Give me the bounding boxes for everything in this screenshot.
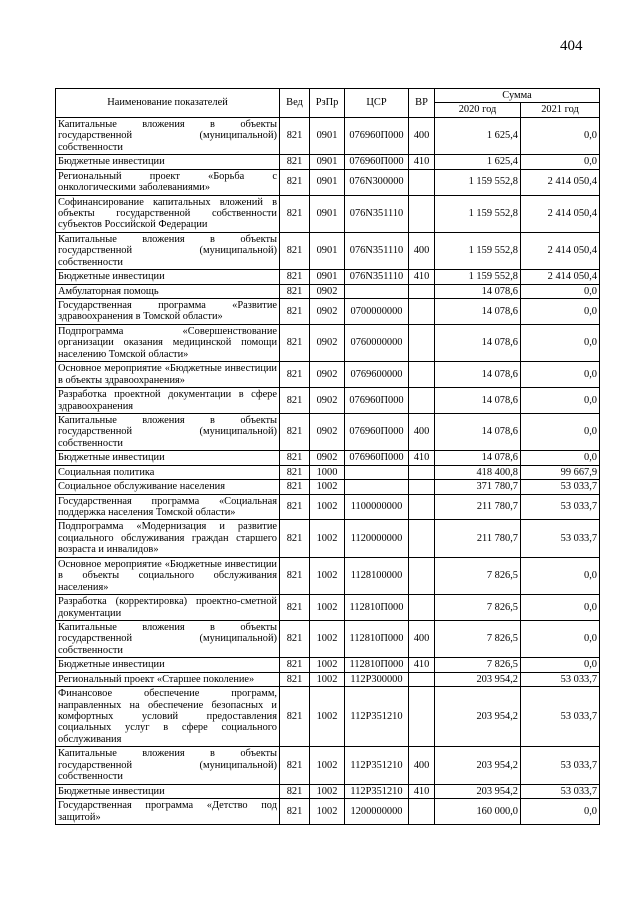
cell-name: Социальная политика [56, 465, 280, 479]
cell-rzpr: 1002 [310, 687, 345, 747]
cell-name: Капитальные вложения в объекты государственной (муниципальной) собственности [56, 232, 280, 269]
table-row [56, 362, 600, 388]
cell-sum-2021: 2 414 050,4 [521, 270, 600, 284]
cell-csr: 076960П000 [345, 117, 409, 154]
cell-rzpr: 0901 [310, 195, 345, 232]
cell-sum-2020: 14 078,6 [435, 324, 521, 361]
cell-rzpr: 1002 [310, 620, 345, 657]
cell-rzpr: 0902 [310, 451, 345, 465]
cell-name: Капитальные вложения в объекты государственной (муниципальной) собственности [56, 747, 280, 784]
cell-vr [409, 520, 435, 557]
table-row [56, 465, 600, 479]
cell-csr [345, 465, 409, 479]
header-vr: ВР [409, 89, 435, 118]
cell-sum-2021: 53 033,7 [521, 480, 600, 494]
cell-ved: 821 [280, 284, 310, 298]
cell-ved: 821 [280, 388, 310, 414]
cell-rzpr: 1002 [310, 494, 345, 520]
cell-name: Бюджетные инвестиции [56, 155, 280, 169]
cell-vr: 400 [409, 232, 435, 269]
cell-ved: 821 [280, 557, 310, 594]
cell-csr: 0700000000 [345, 299, 409, 325]
cell-sum-2020: 14 078,6 [435, 451, 521, 465]
cell-sum-2020: 7 826,5 [435, 557, 521, 594]
cell-ved: 821 [280, 232, 310, 269]
table-row [56, 672, 600, 686]
cell-csr: 112810П000 [345, 658, 409, 672]
cell-rzpr: 0902 [310, 362, 345, 388]
cell-name: Государственная программа «Социальная поддержка населения Томской области» [56, 494, 280, 520]
cell-csr: 076960П000 [345, 388, 409, 414]
table-row [56, 232, 600, 269]
table-row [56, 299, 600, 325]
cell-name: Бюджетные инвестиции [56, 270, 280, 284]
header-year-2021: 2021 год [521, 103, 600, 117]
cell-csr: 112P351210 [345, 747, 409, 784]
cell-sum-2021: 0,0 [521, 451, 600, 465]
cell-sum-2021: 2 414 050,4 [521, 195, 600, 232]
cell-name: Амбулаторная помощь [56, 284, 280, 298]
table-row [56, 169, 600, 195]
cell-rzpr: 1000 [310, 465, 345, 479]
cell-csr: 076N300000 [345, 169, 409, 195]
table-row [56, 747, 600, 784]
cell-sum-2021: 0,0 [521, 799, 600, 825]
cell-ved: 821 [280, 413, 310, 450]
cell-sum-2020: 7 826,5 [435, 620, 521, 657]
cell-sum-2020: 14 078,6 [435, 299, 521, 325]
cell-sum-2020: 14 078,6 [435, 362, 521, 388]
cell-sum-2021: 0,0 [521, 388, 600, 414]
cell-ved: 821 [280, 595, 310, 621]
table-row [56, 520, 600, 557]
table-row [56, 799, 600, 825]
cell-vr [409, 299, 435, 325]
table-row [56, 413, 600, 450]
cell-csr: 076N351110 [345, 270, 409, 284]
cell-ved: 821 [280, 620, 310, 657]
cell-rzpr: 0901 [310, 232, 345, 269]
cell-vr: 400 [409, 117, 435, 154]
cell-sum-2021: 53 033,7 [521, 687, 600, 747]
cell-ved: 821 [280, 687, 310, 747]
table-row [56, 480, 600, 494]
cell-vr: 410 [409, 451, 435, 465]
cell-sum-2021: 53 033,7 [521, 747, 600, 784]
cell-vr [409, 324, 435, 361]
cell-ved: 821 [280, 799, 310, 825]
cell-csr: 1200000000 [345, 799, 409, 825]
cell-csr: 1100000000 [345, 494, 409, 520]
cell-vr [409, 687, 435, 747]
cell-rzpr: 1002 [310, 672, 345, 686]
cell-sum-2021: 0,0 [521, 658, 600, 672]
cell-vr: 400 [409, 747, 435, 784]
cell-name: Государственная программа «Детство под защитой» [56, 799, 280, 825]
cell-vr [409, 672, 435, 686]
table-row [56, 451, 600, 465]
cell-sum-2021: 53 033,7 [521, 672, 600, 686]
cell-ved: 821 [280, 362, 310, 388]
cell-sum-2021: 0,0 [521, 362, 600, 388]
table-row [56, 687, 600, 747]
cell-sum-2021: 53 033,7 [521, 784, 600, 798]
cell-csr: 0769600000 [345, 362, 409, 388]
cell-sum-2020: 211 780,7 [435, 494, 521, 520]
cell-rzpr: 0901 [310, 270, 345, 284]
cell-sum-2020: 203 954,2 [435, 672, 521, 686]
cell-sum-2021: 0,0 [521, 299, 600, 325]
cell-rzpr: 0902 [310, 388, 345, 414]
cell-csr: 0760000000 [345, 324, 409, 361]
table-row [56, 324, 600, 361]
cell-sum-2020: 203 954,2 [435, 784, 521, 798]
cell-sum-2021: 2 414 050,4 [521, 232, 600, 269]
header-name: Наименование показателей [56, 89, 280, 118]
cell-ved: 821 [280, 672, 310, 686]
cell-vr: 410 [409, 155, 435, 169]
cell-csr: 1120000000 [345, 520, 409, 557]
cell-sum-2020: 1 625,4 [435, 117, 521, 154]
header-sum: Сумма [435, 89, 600, 103]
cell-ved: 821 [280, 658, 310, 672]
cell-sum-2021: 99 667,9 [521, 465, 600, 479]
cell-name: Подпрограмма «Модернизация и развитие социального обслуживания граждан старшего возраста и инвалидов» [56, 520, 280, 557]
cell-sum-2020: 7 826,5 [435, 595, 521, 621]
cell-name: Бюджетные инвестиции [56, 658, 280, 672]
cell-vr: 410 [409, 270, 435, 284]
cell-name: Региональный проект «Борьба с онкологическими заболеваниями» [56, 169, 280, 195]
cell-rzpr: 0901 [310, 169, 345, 195]
cell-rzpr: 0902 [310, 324, 345, 361]
cell-ved: 821 [280, 784, 310, 798]
cell-rzpr: 1002 [310, 747, 345, 784]
header-year-2020: 2020 год [435, 103, 521, 117]
cell-ved: 821 [280, 195, 310, 232]
cell-sum-2020: 1 159 552,8 [435, 270, 521, 284]
cell-sum-2021: 0,0 [521, 117, 600, 154]
cell-sum-2020: 7 826,5 [435, 658, 521, 672]
cell-vr [409, 195, 435, 232]
cell-name: Разработка проектной документации в сфере здравоохранения [56, 388, 280, 414]
page-number: 404 [560, 38, 583, 54]
cell-name: Софинансирование капитальных вложений в объекты государственной собственности субъектов Российской Федерации [56, 195, 280, 232]
cell-vr [409, 799, 435, 825]
cell-vr: 400 [409, 413, 435, 450]
table-row [56, 494, 600, 520]
cell-sum-2021: 0,0 [521, 155, 600, 169]
cell-sum-2021: 53 033,7 [521, 494, 600, 520]
header-csr: ЦСР [345, 89, 409, 118]
cell-name: Капитальные вложения в объекты государственной (муниципальной) собственности [56, 413, 280, 450]
cell-rzpr: 1002 [310, 595, 345, 621]
cell-sum-2020: 418 400,8 [435, 465, 521, 479]
cell-name: Капитальные вложения в объекты государственной (муниципальной) собственности [56, 117, 280, 154]
cell-rzpr: 1002 [310, 480, 345, 494]
cell-name: Разработка (корректировка) проектно-сметной документации [56, 595, 280, 621]
cell-vr: 410 [409, 658, 435, 672]
cell-name: Государственная программа «Развитие здравоохранения в Томской области» [56, 299, 280, 325]
cell-sum-2021: 0,0 [521, 620, 600, 657]
cell-ved: 821 [280, 494, 310, 520]
cell-sum-2020: 211 780,7 [435, 520, 521, 557]
cell-sum-2020: 14 078,6 [435, 388, 521, 414]
cell-ved: 821 [280, 169, 310, 195]
cell-csr: 112P351210 [345, 784, 409, 798]
cell-ved: 821 [280, 117, 310, 154]
cell-sum-2020: 203 954,2 [435, 747, 521, 784]
cell-rzpr: 1002 [310, 784, 345, 798]
cell-ved: 821 [280, 520, 310, 557]
table-row [56, 117, 600, 154]
cell-vr [409, 388, 435, 414]
cell-sum-2020: 203 954,2 [435, 687, 521, 747]
cell-sum-2020: 1 159 552,8 [435, 169, 521, 195]
cell-vr [409, 169, 435, 195]
cell-sum-2020: 160 000,0 [435, 799, 521, 825]
cell-csr [345, 480, 409, 494]
cell-ved: 821 [280, 465, 310, 479]
cell-name: Бюджетные инвестиции [56, 451, 280, 465]
cell-csr: 076N351110 [345, 195, 409, 232]
cell-name: Региональный проект «Старшее поколение» [56, 672, 280, 686]
table-row [56, 284, 600, 298]
cell-ved: 821 [280, 155, 310, 169]
table-row [56, 595, 600, 621]
cell-csr: 1128100000 [345, 557, 409, 594]
cell-sum-2020: 1 625,4 [435, 155, 521, 169]
table-row [56, 195, 600, 232]
cell-ved: 821 [280, 270, 310, 284]
cell-csr: 112P351210 [345, 687, 409, 747]
cell-csr: 076960П000 [345, 155, 409, 169]
cell-csr: 112810П000 [345, 595, 409, 621]
cell-sum-2021: 0,0 [521, 557, 600, 594]
cell-sum-2020: 1 159 552,8 [435, 232, 521, 269]
table-row [56, 784, 600, 798]
cell-name: Подпрограмма «Совершенствование организации оказания медицинской помощи населению Томской области» [56, 324, 280, 361]
cell-rzpr: 1002 [310, 658, 345, 672]
table-row [56, 388, 600, 414]
cell-name: Бюджетные инвестиции [56, 784, 280, 798]
cell-ved: 821 [280, 451, 310, 465]
cell-rzpr: 0901 [310, 155, 345, 169]
cell-sum-2021: 0,0 [521, 595, 600, 621]
header-rzpr: РзПр [310, 89, 345, 118]
cell-ved: 821 [280, 324, 310, 361]
cell-sum-2021: 0,0 [521, 413, 600, 450]
cell-vr [409, 557, 435, 594]
cell-csr: 076960П000 [345, 413, 409, 450]
table-row [56, 557, 600, 594]
cell-vr [409, 284, 435, 298]
cell-rzpr: 0902 [310, 299, 345, 325]
cell-csr [345, 284, 409, 298]
cell-vr [409, 595, 435, 621]
cell-name: Основное мероприятие «Бюджетные инвестиции в объекты социального обслуживания населения» [56, 557, 280, 594]
cell-vr: 400 [409, 620, 435, 657]
cell-csr: 076960П000 [345, 451, 409, 465]
cell-sum-2020: 14 078,6 [435, 284, 521, 298]
cell-vr [409, 362, 435, 388]
budget-table [55, 88, 600, 825]
cell-sum-2021: 0,0 [521, 284, 600, 298]
cell-ved: 821 [280, 299, 310, 325]
table-row [56, 658, 600, 672]
cell-sum-2020: 14 078,6 [435, 413, 521, 450]
cell-sum-2020: 371 780,7 [435, 480, 521, 494]
cell-name: Финансовое обеспечение программ, направленных на обеспечение безопасных и комфортных условий предоставления социальных услуг в сфере социального обслуживания [56, 687, 280, 747]
cell-rzpr: 0902 [310, 413, 345, 450]
cell-sum-2021: 2 414 050,4 [521, 169, 600, 195]
cell-rzpr: 1002 [310, 557, 345, 594]
cell-name: Социальное обслуживание населения [56, 480, 280, 494]
cell-name: Основное мероприятие «Бюджетные инвестиции в объекты здравоохранения» [56, 362, 280, 388]
cell-csr: 112810П000 [345, 620, 409, 657]
cell-sum-2021: 0,0 [521, 324, 600, 361]
cell-vr [409, 480, 435, 494]
table-row [56, 620, 600, 657]
cell-vr [409, 494, 435, 520]
cell-sum-2021: 53 033,7 [521, 520, 600, 557]
cell-vr [409, 465, 435, 479]
cell-vr: 410 [409, 784, 435, 798]
cell-rzpr: 0902 [310, 284, 345, 298]
cell-sum-2020: 1 159 552,8 [435, 195, 521, 232]
table-body [56, 117, 600, 824]
cell-csr: 112P300000 [345, 672, 409, 686]
table-row [56, 270, 600, 284]
cell-rzpr: 1002 [310, 799, 345, 825]
header-ved: Вед [280, 89, 310, 118]
table-row [56, 155, 600, 169]
cell-rzpr: 1002 [310, 520, 345, 557]
cell-csr: 076N351110 [345, 232, 409, 269]
cell-name: Капитальные вложения в объекты государственной (муниципальной) собственности [56, 620, 280, 657]
cell-rzpr: 0901 [310, 117, 345, 154]
cell-ved: 821 [280, 480, 310, 494]
cell-ved: 821 [280, 747, 310, 784]
